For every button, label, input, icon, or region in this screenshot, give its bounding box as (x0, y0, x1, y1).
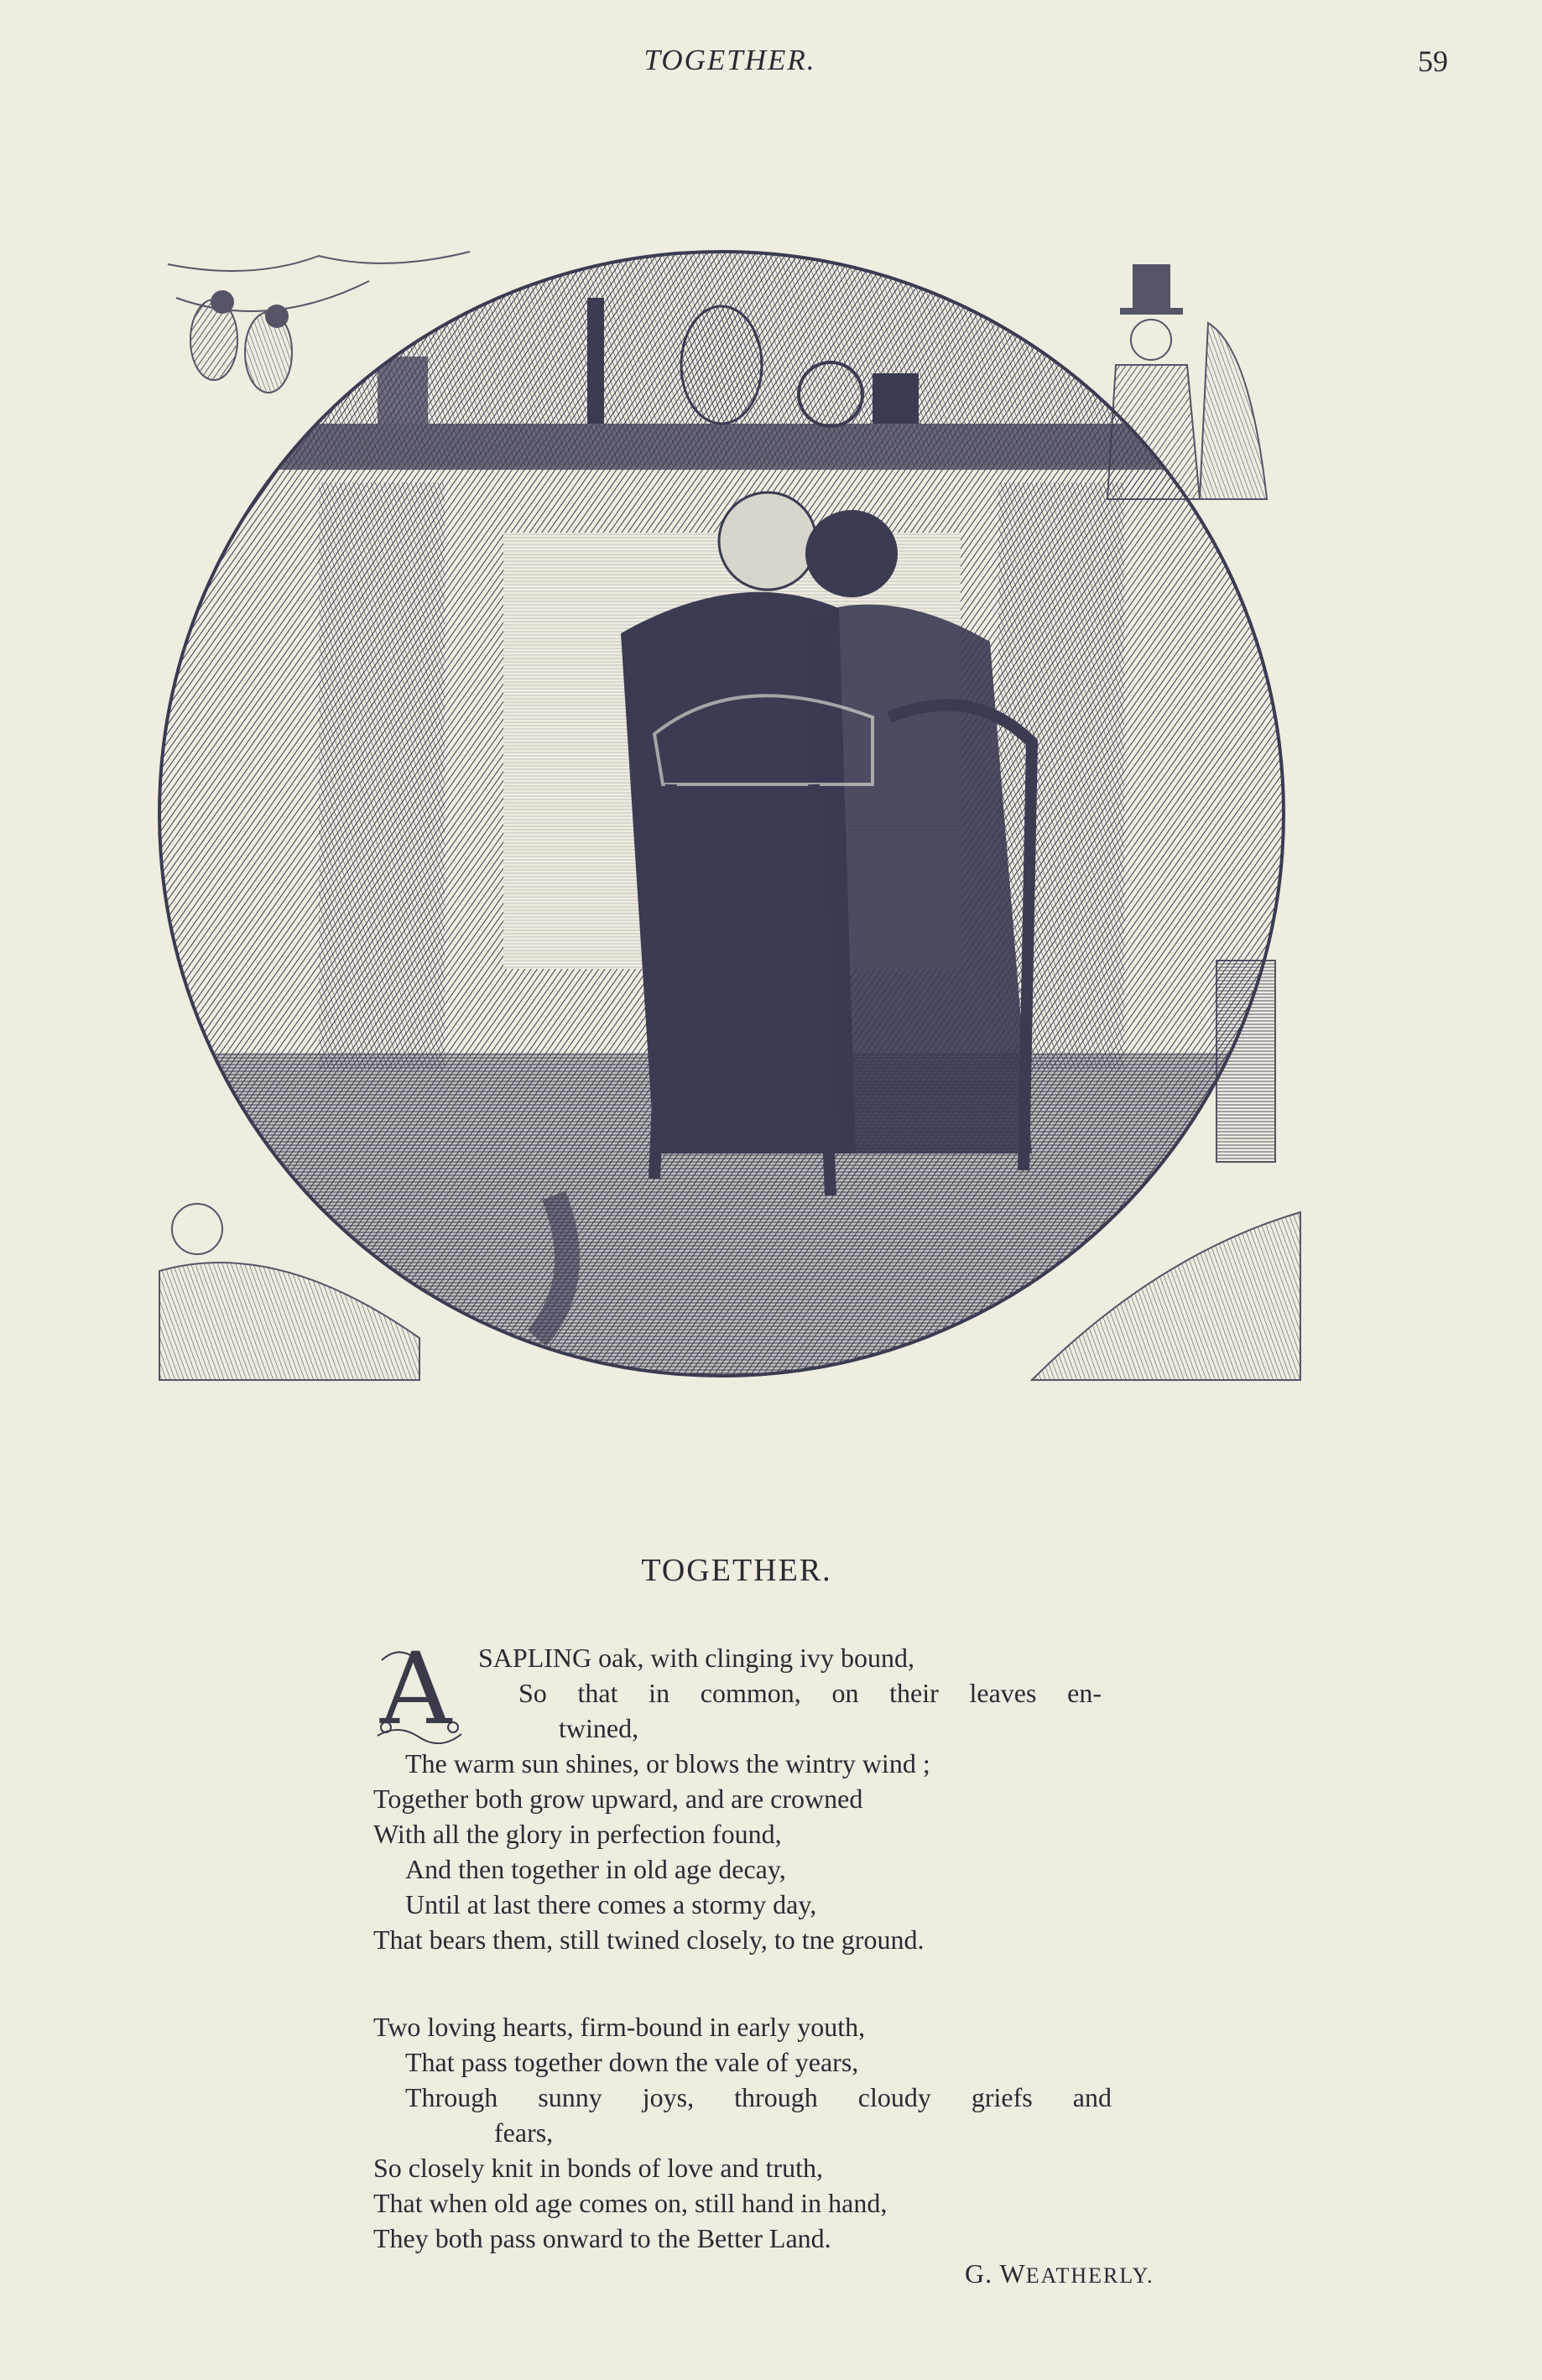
poem-line: And then together in old age decay, (405, 1854, 786, 1884)
author-signature (965, 2258, 1154, 2289)
poem-line: With all the glory in perfection found, (373, 1819, 782, 1849)
running-head: TOGETHER. (643, 44, 816, 76)
signature-initial: G. W (965, 2258, 1026, 2289)
drop-cap-letter: A (380, 1631, 452, 1747)
poem-line: So closely knit in bonds of love and truth, (373, 2153, 823, 2183)
poem-line: That when old age comes on, still hand in hand, (373, 2188, 888, 2218)
page-number: 59 (1418, 44, 1448, 78)
poem-line: The warm sun shines, or blows the wintry wind ; (405, 1748, 930, 1778)
stanza-2 (373, 2009, 1112, 2256)
drop-cap (373, 1631, 466, 1747)
signature-surname: EATHERLY. (1025, 2263, 1154, 2288)
poem-line: fears, (494, 2117, 554, 2148)
poem-line: SAPLING oak, with clinging ivy bound, (478, 1643, 914, 1673)
poem-line: twined, (559, 1713, 639, 1743)
poem-line: Two loving hearts, firm-bound in early youth, (373, 2012, 866, 2042)
poem-line: Until at last there comes a stormy day, (405, 1889, 817, 1919)
poem-line: Together both grow upward, and are crowned (373, 1784, 863, 1814)
poem-line: That pass together down the vale of years, (405, 2047, 859, 2077)
poem-line: That bears them, still twined closely, to tne ground. (373, 1924, 925, 1955)
engraving-illustration (151, 247, 1305, 1384)
poem-line: Through sunny joys, through cloudy griefs and (405, 2082, 1112, 2112)
poem-line: They both pass onward to the Better Land. (373, 2223, 831, 2253)
poem-line: So that in common, on their leaves en- (518, 1678, 1102, 1708)
stanza-1 (373, 1631, 1112, 1957)
poem-title: TOGETHER. (641, 1553, 832, 1588)
